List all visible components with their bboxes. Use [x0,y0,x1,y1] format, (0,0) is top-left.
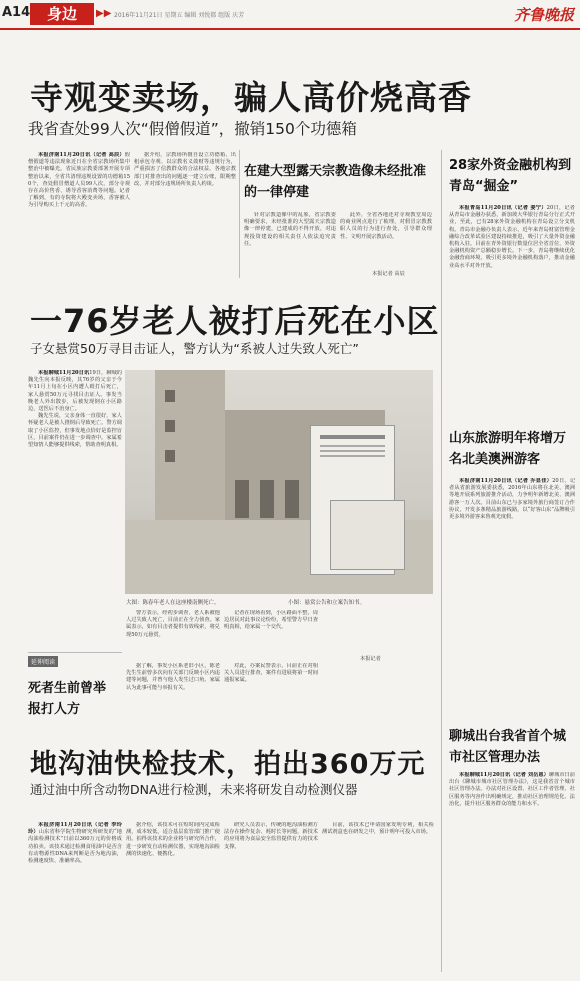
story1-col1: 本报济南11月20日讯（记者 高辰）假僧假道等违法现象近日在全省宗教场所集中整治中被曝光。省民族宗教委部署开展专项整治以来，全省共清理违规设置的功德箱150个，查处假冒僧道人员99人次，部分寺观存在高价售香、诱导香客消费等问题。记者了解到，有的寺院将大殿变卖场，香客被人为引导购买上千元的高香。 [28,152,130,209]
story3-subtitle: 通过油中所含动物DNA进行检测，未来将研发自动检测仪器 [30,782,358,797]
story1-col5: 此外，全省各地还对寺观教堂周边的商业网点进行了梳理，对假冒宗教教职人员的行为进行查处，引导群众理性、文明开展宗教活动。 [340,212,432,240]
story3-col4: 目前，该技术已申请国家发明专利，相关检测试剂盒也在研发之中，预计明年可投入市场。 [322,822,434,836]
story1-subhead: 在建大型露天宗教造像未经批准的一律停建 [244,164,427,200]
sidebar-rule [28,652,122,653]
story1-col2: 据介绍，宗教场所擅自设立功德箱、出租承包寺观、以宗教名义敛财等违规行为，严重损害了信教群众的合法权益。各地宗教部门对排查出的问题逐一建立台账，限期整改，并对部分违规场所负责人约谈。 [134,152,236,187]
sidebar-title: 死者生前曾举报打人方 [28,681,107,717]
right3-body: 本报聊城11月20日讯（记者 刘岳恩）聊城市日前出台《聊城市城市社区管理办法》，这是我省首个城市社区管理办法。办法对社区设置、社区工作者管理、社区服务等内容作出明确规定，推动社区治理规范化、法治化，提升社区服务群众的能力和水平。 [449,772,575,807]
page-number: A14 [2,5,31,20]
story2-col4: 记者在现场看到，小区路面平整，周边居民对此事议论纷纷，希望警方早日查明真相，给家属一个交代。 [224,610,318,631]
story3-byline: 本报济南11月20日讯（记者 李玲玲） [28,822,122,836]
story2-col1: 本报聊城11月20日讯19日，聊城的魏先生向本报反映，其76岁的父亲于今年11月上旬在小区内遭人殴打后死亡，家人悬赏50万元寻找目击证人。事发当晚老人外出散步，后被发现倒在小区路边，送医后不治身亡。 魏先生说，父亲身体一直很好，家人怀疑老人是被人推倒后导致死亡。警方调取了小区监控，但事发地点恰好是监控盲区，目前案件仍在进一步调查中。家属希望知情人能够提供线索，帮助查明真相。 [28,370,122,449]
story2-byline: 本报聊城11月20日讯 [38,370,90,376]
column-divider [239,150,240,278]
story2-subtitle: 子女悬赏50万寻目击证人，警方认为“系被人过失致人死亡” [30,341,359,356]
story1-subtitle: 我省查处99人次“假僧假道”，撤销150个功德箱 [28,120,357,138]
right3-byline: 本报聊城11月20日讯（记者 刘岳恩） [459,772,549,778]
photo-caption-right: 小图：悬赏公告和立案告知书。 [288,600,366,606]
story1-byline: 本报济南11月20日讯（记者 高辰） [38,152,125,158]
sidebar-tag: 延伸阅读 [28,656,58,667]
sidebar-text2: 对此，办案民警表示，目前正在对相关人员进行排查，案件有进展将第一时间通报家属。 [224,663,318,684]
right3-title: 聊城出台我省首个城市社区管理办法 [449,729,567,765]
right1-body: 本报青岛11月20日讯（记者 姜宁）20日，记者从青岛市金融办获悉，新加坡大华银行青岛分行正式开业，至此，已有28家外资金融机构在青岛设立分支机构。青岛市金融办负责人表示，近年来青岛财富管理金融综合改革试验区建设持续推进，吸引了大量外资金融机构入驻。目前在青外资银行数量位居全省首位，外资金融机构资产总额稳步增长。下一步，青岛将继续优化金融营商环境，吸引更多境外金融机构落户，推动金融业高水平对外开放。 [449,205,575,269]
newspaper-logo: 齐鲁晚报 [513,6,574,24]
story3-col1: 本报济南11月20日讯（记者 李玲玲）山东省科学院生物研究所研发的“地沟油检测技术”日前以360万元的价格成功拍卖。该技术通过检测食用油中是否含有动物源性DNA来判断是否为地沟油，检测速度快、准确率高。 [28,822,122,865]
issue-meta: 2016年11月21日 星期五 编辑 刘悦都 组版 庆芳 [114,12,245,19]
story1-headline: 寺观变卖场，骗人高价烧高香 [30,78,472,117]
story2-headline: 一76岁老人被打后死在小区 [30,302,440,340]
arrow-icon: ▶▶ [96,8,112,19]
story3-headline: 地沟油快检技术，拍出360万元 [30,749,426,780]
story2-col3: 警方表示，经初步调查，老人系被他人过失致人死亡，目前正在全力侦查。家属表示，如有目击者提供有效线索，将兑现50万元悬赏。 [126,610,220,638]
right2-byline: 本报济南11月20日讯（记者 乔显佳） [459,478,553,484]
story3-col3: 研究人员表示，传统的地沟油检测方法存在操作复杂、耗时长等问题，新技术的应用将为食品安全监管提供有力的技术支撑。 [224,822,318,850]
story1-reporter: 本报记者 高辰 [372,271,405,277]
story2-reporter: 本报记者 [360,656,381,662]
right-column-divider [441,150,442,972]
photo-caption-left: 大图：陈春年老人在这座楼南侧死亡。 [126,600,220,606]
section-label: 身边 [30,3,94,25]
right1-byline: 本报青岛11月20日讯（记者 姜宁） [459,205,547,211]
right2-body: 本报济南11月20日讯（记者 乔显佳）20日，记者从省旅游发展委获悉，2016年山东将在北美、澳洲等地开展系列旅游推介活动，力争明年新增北美、澳洲游客一万人次。目前山东已与多家境外旅行商签订合作协议，开发多条精品旅游线路，以“好客山东”品牌吸引更多境外游客来鲁观光度假。 [449,478,575,521]
story1-col4: 针对宗教造像中的乱象，省宗教委明确要求，未经批准的大型露天宗教造像一律停建，已建成的不得开放，对违规投资建设的相关责任人依法追究责任。 [244,212,336,247]
right1-title: 28家外资金融机构到青岛“掘金” [449,158,572,194]
news-photo [125,370,433,594]
right2-title: 山东旅游明年将增万名北美澳洲游客 [449,431,567,467]
story3-col2: 据介绍，该技术可在短时间内完成检测，成本较低，适合基层监管部门推广使用。拍得该技术的企业将与研究所合作，进一步研发自动检测仪器，实现地沟油检测的快速化、便携化。 [126,822,220,857]
sidebar-text1: 据了解，事发小区系老旧小区，陈老先生生前曾多次向有关部门反映小区内违建等问题，并曾与他人发生过口角。家属认为此事可能与举报有关。 [126,663,220,691]
